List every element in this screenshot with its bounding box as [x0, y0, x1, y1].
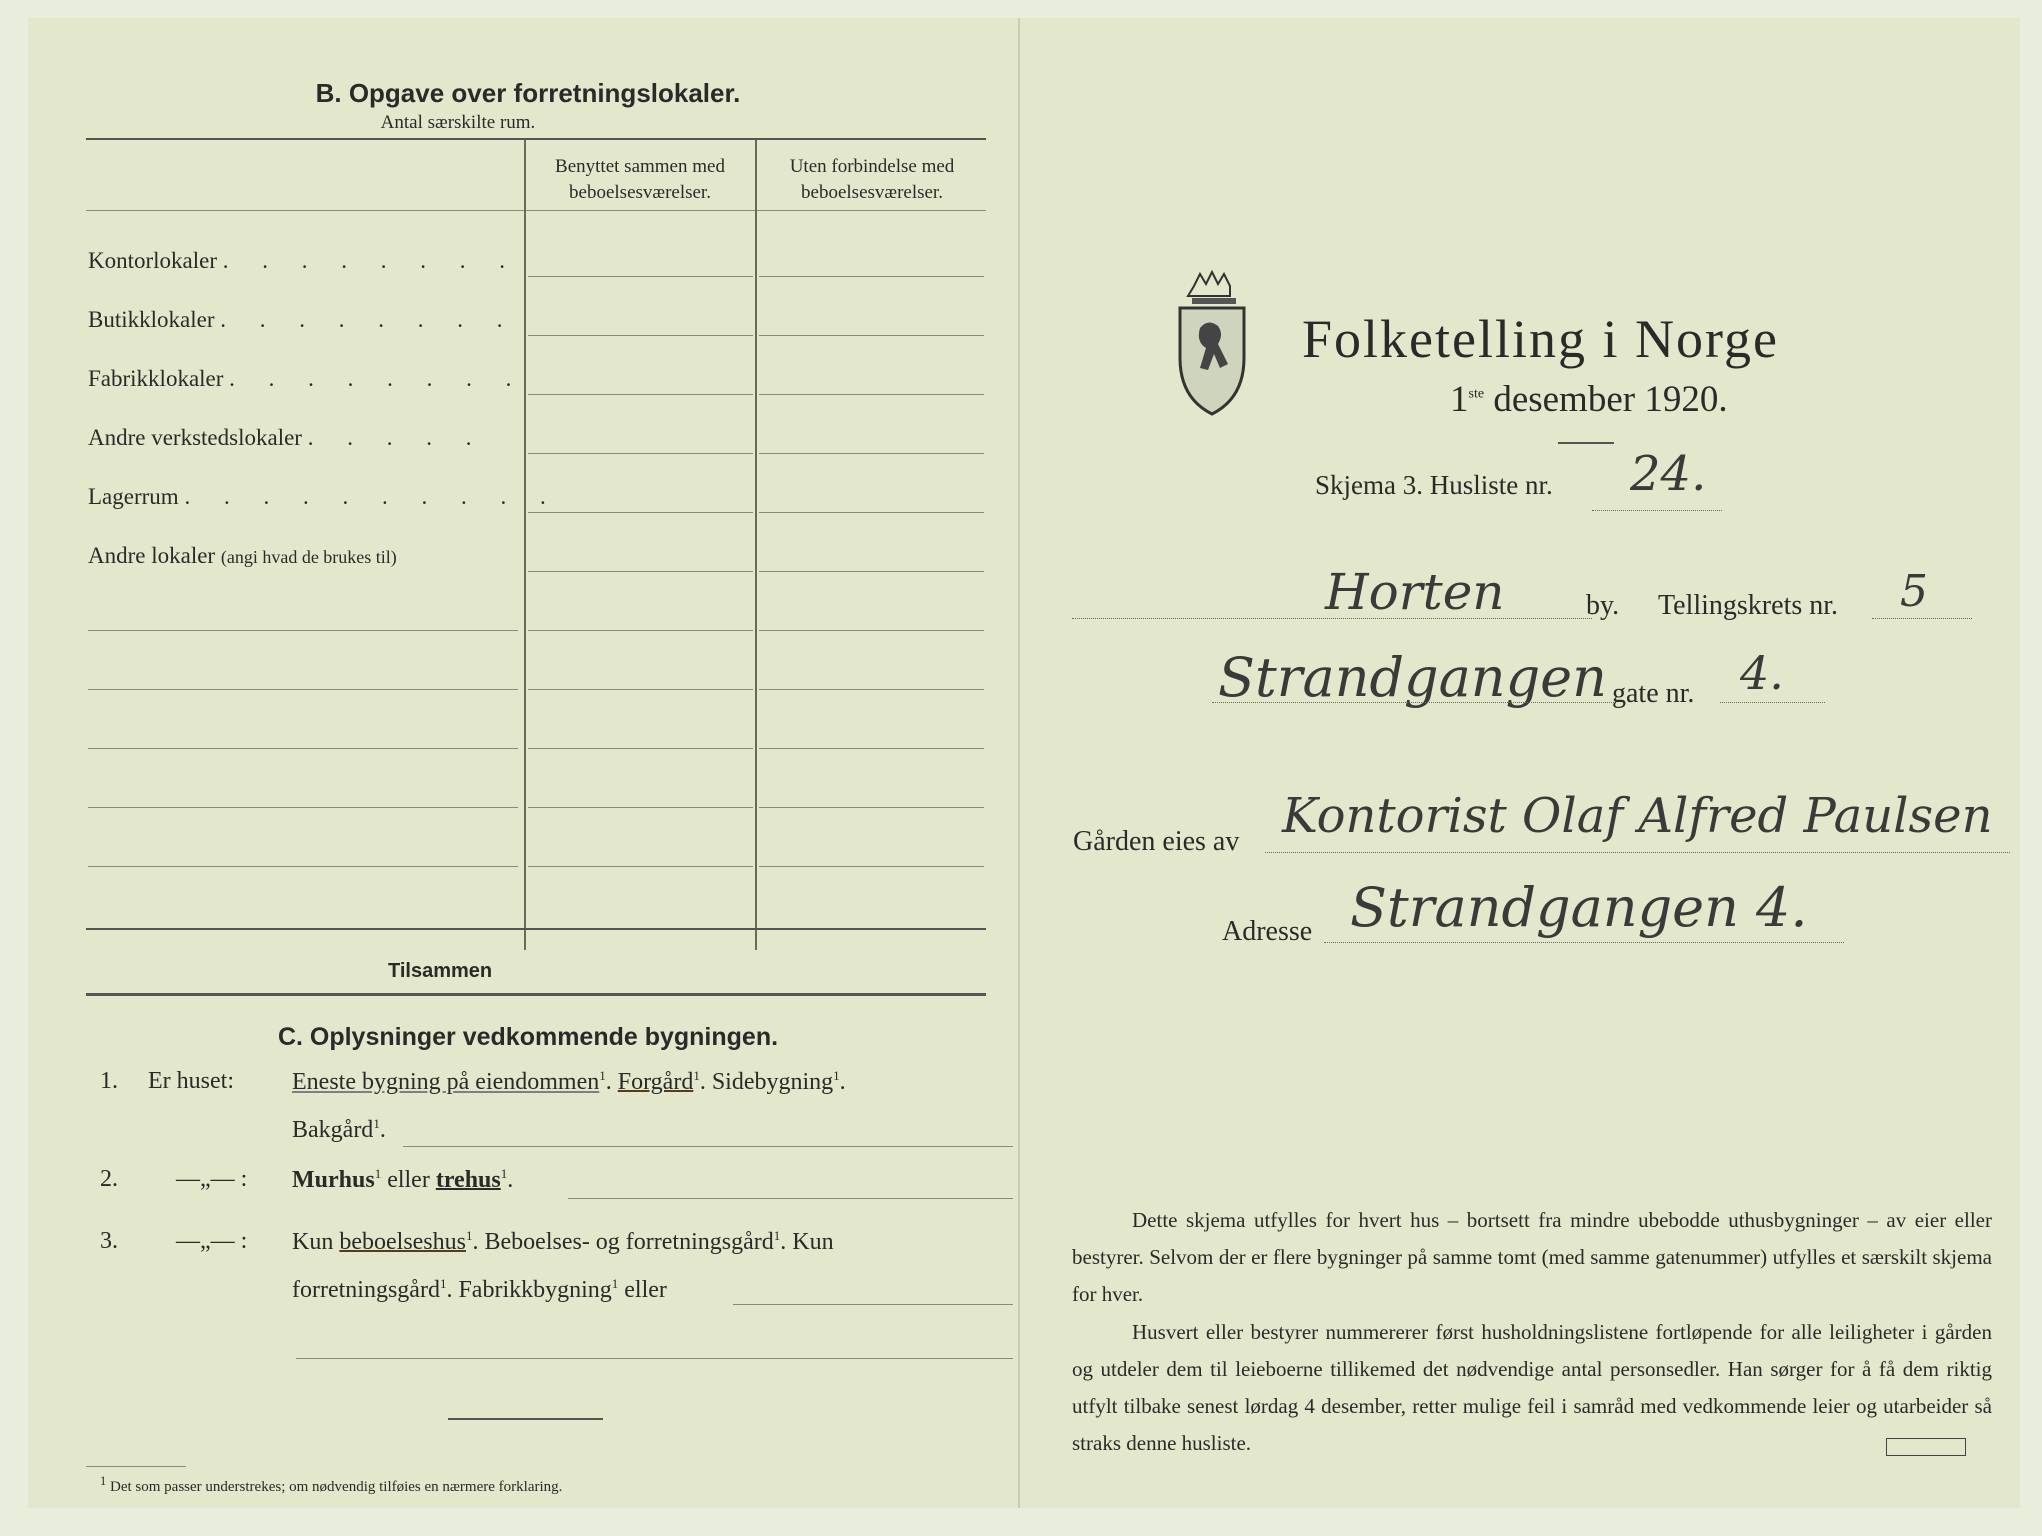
section-b-title: B. Opgave over forretningslokaler.	[315, 78, 741, 108]
blank-line	[88, 748, 518, 749]
cell-line	[528, 335, 753, 336]
row-label: Kontorlokaler	[88, 248, 218, 273]
row-label: Andre lokaler	[88, 543, 216, 568]
row-dots: . . . . . . . . . .	[184, 484, 560, 509]
col1-header-line1: Benyttet sammen med	[555, 156, 725, 177]
cell-line	[528, 689, 753, 690]
fill-line	[403, 1146, 1013, 1147]
option-eneste-bygning: Eneste bygning på eiendommen	[292, 1069, 600, 1095]
item1-lead: Er huset:	[148, 1068, 234, 1094]
item3-ditto: —„— :	[176, 1228, 248, 1254]
cell-line	[759, 571, 984, 572]
short-rule	[448, 1418, 603, 1420]
cell-line	[759, 453, 984, 454]
street-line	[1212, 702, 1616, 703]
item1-num: 1.	[100, 1068, 118, 1094]
fill-line	[296, 1358, 1013, 1359]
footnote-mark: 1	[466, 1228, 473, 1243]
census-date	[1450, 378, 1728, 421]
cell-line	[528, 453, 753, 454]
cell-line	[528, 571, 753, 572]
row-kontorlokaler	[88, 248, 519, 274]
address-label: Adresse	[1222, 916, 1313, 947]
col2-header-line2: beboelsesværelser.	[801, 182, 943, 203]
section-b-subtitle: Antal særskilte rum.	[380, 112, 536, 133]
right-page	[1018, 18, 2020, 1508]
instructions-p1: Dette skjema utfylles for hvert hus – bortsett fra mindre ubebodde uthusbygninger – av eier eller bestyrer. Selvom der er flere bygninger på samme tomt (med samme gatenummer) utfylles et særskilt skjema for hver.	[1072, 1208, 1992, 1306]
section-c-title: C. Oplysninger vedkommende bygningen.	[277, 1023, 779, 1051]
footnote-mark: 1	[693, 1068, 700, 1083]
gate-nr-line	[1720, 702, 1825, 703]
blank-line	[88, 807, 518, 808]
address-line	[1324, 942, 1844, 943]
row-label: Fabrikklokaler	[88, 366, 224, 391]
city-line	[1072, 618, 1592, 619]
option-bakgard-wrap: Bakgård$^1$.	[292, 1116, 386, 1143]
address-value: Strandgangen 4.	[1350, 876, 1808, 939]
footnote-mark: 1	[373, 1116, 380, 1131]
col2-header-line1: Uten forbindelse med	[789, 156, 955, 177]
row-dots: . . . . . . . .	[220, 307, 517, 332]
row-andre-lokaler	[88, 543, 397, 569]
owner-value: Kontorist Olaf Alfred Paulsen	[1282, 788, 1993, 844]
item1-options: Eneste bygning på eiendommen$^1$. Forgård$^1$. Sidebygning$^1$.	[292, 1068, 846, 1095]
row-dots: . . . . . . . .	[229, 366, 526, 391]
cell-line	[759, 630, 984, 631]
norwegian-lion-shield-icon	[1172, 268, 1252, 418]
blank-line	[88, 866, 518, 867]
row-andre-verkstedslokaler	[88, 425, 485, 451]
col1-header	[526, 154, 754, 206]
date-ordinal: ste	[1468, 386, 1485, 402]
option-forgard: Forgård	[617, 1069, 694, 1095]
printer-stamp	[1886, 1438, 1966, 1456]
item2-ditto: —„— :	[176, 1166, 248, 1192]
cell-line	[528, 512, 753, 513]
row-dots: . . . . .	[307, 425, 486, 450]
row-butikklokaler	[88, 307, 516, 333]
option-beboelseshus: beboelseshus	[339, 1229, 466, 1255]
item2-options: Murhus$^1$ eller trehus$^1$.	[292, 1166, 514, 1193]
option-murhus: Murhus	[292, 1167, 375, 1193]
item2-num: 2.	[100, 1166, 118, 1192]
cell-line	[759, 866, 984, 867]
row-label: Andre verkstedslokaler	[88, 425, 302, 450]
husliste-nr-line	[1592, 510, 1722, 511]
footnote-mark: 1	[833, 1068, 840, 1083]
skjema-label: Skjema 3. Husliste nr.	[1315, 470, 1553, 500]
footnote-number: 1	[100, 1474, 107, 1488]
col1-divider	[524, 140, 526, 950]
footnote-mark: 1	[439, 1276, 447, 1291]
owner-line	[1265, 852, 2010, 853]
gate-label: gate nr.	[1612, 678, 1695, 709]
footnote-mark: 1	[599, 1068, 606, 1083]
cell-line	[759, 689, 984, 690]
tellingskrets-value: 5	[1900, 566, 1928, 617]
date-rest: desember 1920.	[1493, 379, 1728, 420]
table-top-rule	[86, 138, 986, 140]
total-label: Tilsammen	[388, 960, 493, 982]
blank-line	[88, 689, 518, 690]
footnote-text: Det som passer understrekes; om nødvendig tilføies en nærmere forklaring.	[110, 1479, 563, 1495]
total-bottom-rule	[86, 993, 986, 996]
footnote	[100, 1474, 562, 1496]
cell-line	[528, 630, 753, 631]
tellingskrets-label: Tellingskrets nr.	[1658, 590, 1839, 621]
footnote-mark: 1	[500, 1166, 508, 1181]
cell-line	[759, 512, 984, 513]
kun-word: Kun	[292, 1229, 334, 1255]
title-rule	[1558, 442, 1614, 444]
option-fabrikkbygning: Fabrikkbygning	[458, 1277, 612, 1303]
footnote-mark: 1	[773, 1228, 781, 1243]
kun-word-2: Kun	[792, 1229, 834, 1255]
row-lagerrum	[88, 484, 560, 510]
street-value: Strandgangen	[1218, 646, 1607, 709]
item3-options-line2: forretningsgård$^1$. Fabrikkbygning$^1$ eller	[292, 1276, 667, 1303]
row-dots: . . . . . . . .	[222, 248, 520, 273]
row-fabrikklokaler	[88, 366, 525, 392]
cell-line	[759, 394, 984, 395]
blank-line	[88, 630, 518, 631]
fill-line	[568, 1198, 1013, 1199]
option-beboelses-forretningsgard: Beboelses- og forretningsgård	[484, 1229, 774, 1255]
page-title: Folketelling i Norge	[1302, 309, 1779, 369]
eller-word: eller	[624, 1277, 667, 1303]
tellingskrets-line	[1872, 618, 1972, 619]
cell-line	[528, 394, 753, 395]
item3-num: 3.	[100, 1228, 118, 1254]
cell-line	[528, 276, 753, 277]
total-top-rule	[86, 928, 986, 930]
cell-line	[759, 335, 984, 336]
cell-line	[759, 276, 984, 277]
instructions-p2: Husvert eller bestyrer nummererer først husholdningslistene fortløpende for alle leiligheter i gården og utdeler dem til leieboerne tillikemed det nødvendige antal personsedler. Han sørger for å få dem riktig utfylt tilbake senest lørdag 4 desember, retter mulige feil i samråd med vedkommende leier og utarbeider så straks denne husliste.	[1072, 1320, 1992, 1455]
cell-line	[528, 866, 753, 867]
row-label: Lagerrum	[88, 484, 179, 509]
husliste-nr-value: 24.	[1630, 446, 1707, 502]
option-trehus: trehus	[435, 1167, 501, 1193]
owner-label: Gården eies av	[1073, 826, 1240, 857]
footnote-rule	[86, 1466, 186, 1467]
by-label: by.	[1586, 590, 1620, 621]
city-value: Horten	[1325, 563, 1505, 621]
option-sidebygning: Sidebygning	[711, 1069, 834, 1095]
option-forretningsgard: forretningsgård	[292, 1277, 440, 1303]
or-word: eller	[387, 1167, 430, 1193]
fill-line	[733, 1304, 1013, 1305]
footnote-mark: 1	[374, 1166, 382, 1181]
cell-line	[528, 748, 753, 749]
left-page	[28, 18, 1028, 1508]
header-rule	[86, 210, 986, 211]
gate-nr-value: 4.	[1740, 646, 1784, 700]
col1-header-line2: beboelsesværelser.	[569, 182, 711, 203]
item3-options: Kun beboelseshus$^1$. Beboelses- og forretningsgård$^1$. Kun	[292, 1228, 834, 1255]
cell-line	[759, 748, 984, 749]
footnote-mark: 1	[611, 1276, 619, 1291]
row-note: (angi hvad de brukes til)	[220, 547, 397, 567]
option-bakgard: Bakgård	[292, 1117, 374, 1143]
cell-line	[759, 807, 984, 808]
col2-header	[757, 154, 987, 206]
row-label: Butikklokaler	[88, 307, 215, 332]
date-day: 1	[1450, 379, 1469, 420]
cell-line	[528, 807, 753, 808]
col2-divider	[755, 140, 757, 950]
